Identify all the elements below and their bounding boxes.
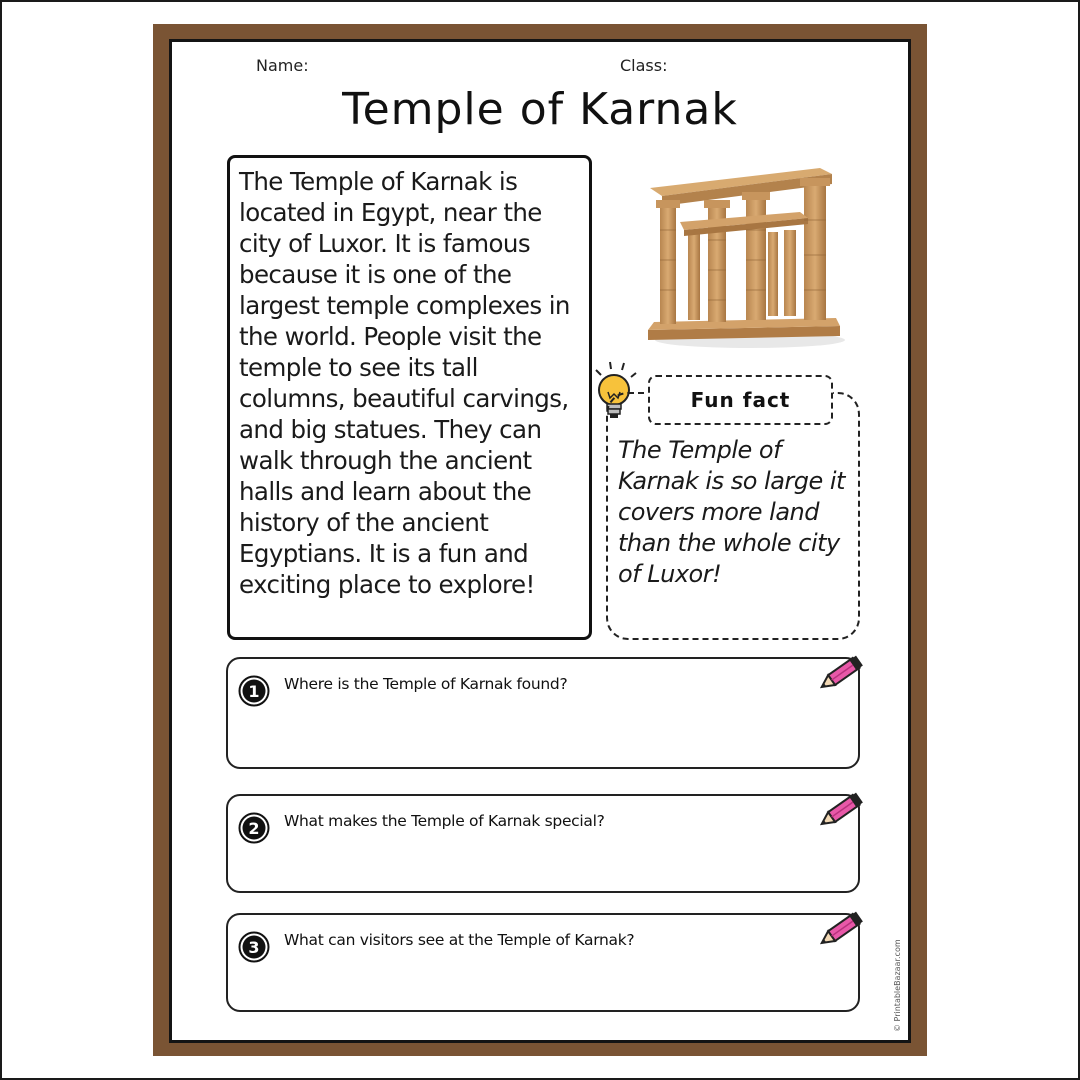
fun-fact-label: Fun fact (648, 375, 833, 425)
name-label: Name: (256, 56, 309, 75)
pencil-icon (816, 907, 868, 953)
fun-fact-text: The Temple of Karnak is so large it covers more land than the whole city of Luxor! (618, 436, 845, 588)
temple-illustration (640, 160, 850, 355)
number-3-badge (238, 931, 270, 963)
class-label: Class: (620, 56, 668, 75)
number-2-badge (238, 812, 270, 844)
pencil-icon (816, 651, 868, 697)
question-text-2: What makes the Temple of Karnak special? (284, 812, 605, 830)
number-1-badge (238, 675, 270, 707)
reading-passage: The Temple of Karnak is located in Egypt, near the city of Luxor. It is famous because it is one of the largest temple complexes in the world. People visit the temple to see its tall columns, beautiful carvings, and big statues. They can walk through the ancient halls and learn about the history of the ancient Egyptians. It is a fun and exciting place to explore! (239, 167, 570, 599)
page-title: Temple of Karnak (342, 84, 738, 135)
question-box-3[interactable] (226, 913, 860, 1012)
question-number-1: 1 (248, 682, 260, 701)
question-box-1[interactable] (226, 657, 860, 769)
question-number-3: 3 (248, 938, 260, 957)
question-text-3: What can visitors see at the Temple of Karnak? (284, 931, 635, 949)
reading-passage-box (227, 155, 592, 640)
question-box-2[interactable] (226, 794, 860, 893)
question-number-2: 2 (248, 819, 260, 838)
pencil-icon (816, 788, 868, 834)
question-text-1: Where is the Temple of Karnak found? (284, 675, 568, 693)
copyright-text: © PrintableBazaar.com (893, 939, 902, 1032)
